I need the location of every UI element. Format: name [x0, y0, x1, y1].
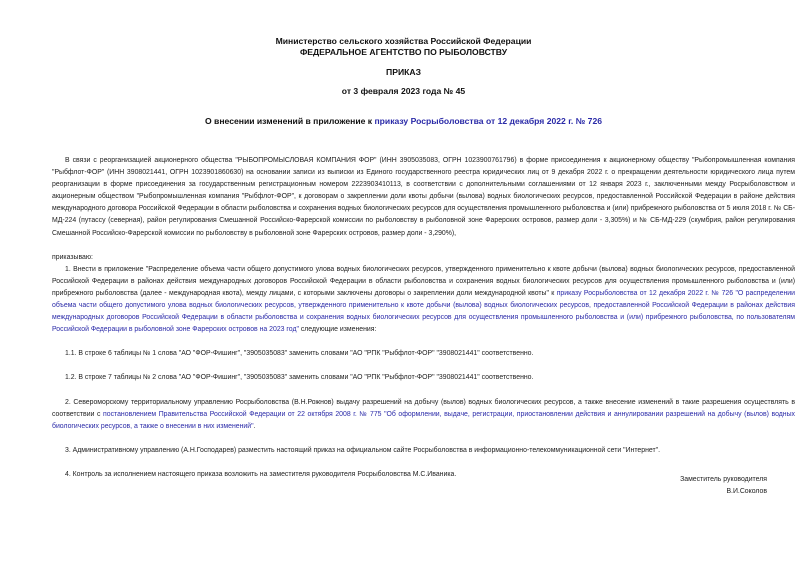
signer-name: В.И.Соколов: [726, 488, 767, 495]
item-2-link[interactable]: постановлением Правительства Российской Федерации от 22 октября 2008 г. № 775 "Об оформлении, выдаче, регистрации, приостановлении действия и аннулировании разрешений на добычу (вылов) водных биологических ресурсов, а также о внесении в них изменений": [52, 410, 795, 430]
preamble: В связи с реорганизацией акционерного общества "РЫБОПРОМЫСЛОВАЯ КОМПАНИЯ ФОР" (ИНН 3905035083, ОГРН 1023900761796) в форме присоединения к акционерному обществу "Рыбопромышленная компания "Рыбфлот-ФОР" (ИНН 3908021441, ОГРН 1023901860630) на основании записи из выписки из Единого государственного реестра юридических лиц от 9 декабря 2022 г. о прекращении деятельности юридического лица путем реорганизации в форме присоединения за государственным регистрационным номером 2223903410113, в соответствии с дополнительными соглашениями от 12 января 2023 г., заключенными между Росрыболовством и акционерным обществом "Рыбопромышленная компания "Рыбфлот-ФОР", к договорам о закреплении доли квоты добычи (вылова) водных биологических ресурсов, предоставленной Российской Федерации в районе действия международного договора Российской Федерации в области рыболовства и сохранения водных биологических ресурсов для осуществления промышленного рыболовства и (или) прибрежного рыболовства от 5 июля 2018 г. № СБ-МД-224 (путассу (северная), район регулирования Смешанной Российско-Фарерской комиссии по рыболовству в рыболовной зоне Фарерских островов, размер доли - 3,305%) и № СБ-МД-229 (скумбрия, район регулирования Смешанной Российско-Фарерской комиссии по рыболовству в рыболовной зоне Фарерских островов, размер доли - 3,290%),: [52, 157, 795, 237]
signature-block: [680, 474, 767, 498]
item-3: 3. Административному управлению (А.Н.Господарев) разместить настоящий приказ на официальном сайте Росрыболовства в информационно-телекоммуникационной сети "Интернет".: [65, 446, 661, 454]
doc-type: ПРИКАЗ: [386, 67, 421, 77]
item-1: [52, 264, 795, 337]
item-1-link[interactable]: приказу Росрыболовства от 12 декабря 2022 г. № 726 "О распределении объема части общего допустимого улова водных биологических ресурсов, утвержденного применительно к квоте добычи (вылова) водных биологических ресурсов, предоставленной Российской Федерации в районах действия международных договоров Российской Федерации в области рыболовства и сохранения водных биологических ресурсов для осуществления промышленного рыболовства и (или) прибрежного рыболовства, по пользователям Российской Федерации в рыболовной зоне Фарерских островов на 2023 год": [52, 289, 795, 334]
item-1-2: 1.2. В строке 7 таблицы № 2 слова "АО "ФОР-Фишинг", "3905035083" заменить словами "АО "РПК "Рыбфлот-ФОР" "3908021441" соответственно.: [65, 374, 534, 382]
document-body: [52, 155, 795, 481]
title-link[interactable]: приказу Росрыболовства от 12 декабря 2022 г. № 726: [374, 116, 603, 126]
item-1-suffix: следующие изменения:: [298, 326, 377, 334]
ministry-name: Министерство сельского хозяйства Российской Федерации: [275, 36, 532, 46]
item-2-text: 2. Североморскому территориальному управлению Росрыболовства (В.Н.Рожнов) выдачу разрешений на добычу (вылов) водных биологических ресурсов, а также внесение изменений в такие разрешения осуществлять в соответствии с: [52, 398, 795, 418]
order-word: приказываю:: [52, 253, 93, 261]
agency-name: ФЕДЕРАЛЬНОЕ АГЕНТСТВО ПО РЫБОЛОВСТВУ: [299, 47, 508, 57]
item-2: [52, 397, 795, 433]
item-2-suffix: .: [253, 422, 256, 430]
doc-title: [0, 116, 807, 126]
doc-date-number: от 3 февраля 2023 года № 45: [341, 86, 466, 96]
item-1-1: 1.1. В строке 6 таблицы № 1 слова "АО "ФОР-Фишинг", "3905035083" заменить словами "АО "РПК "Рыбфлот-ФОР" "3908021441" соответственно.: [65, 350, 534, 358]
title-prefix: О внесении изменений в приложение к: [204, 116, 375, 126]
item-1-text: 1. Внести в приложение "Распределение объема части общего допустимого улова водных биологических ресурсов, утвержденного применительно к квоте добычи (вылова) водных биологических ресурсов, предоставленной Российской Федерации в районах действия международных договоров Российской Федерации в области рыболовства и сохранения водных биологических ресурсов для осуществления промышленного рыболовства и (или) прибрежного рыболовства (далее - международная квота), между лицами, с которыми заключены договоры о закреплении доли международной квоты" к: [52, 265, 795, 297]
signer-position: Заместитель руководителя: [680, 476, 767, 483]
item-4: 4. Контроль за исполнением настоящего приказа возложить на заместителя руководителя Росрыболовства М.С.Иваника.: [65, 470, 457, 478]
